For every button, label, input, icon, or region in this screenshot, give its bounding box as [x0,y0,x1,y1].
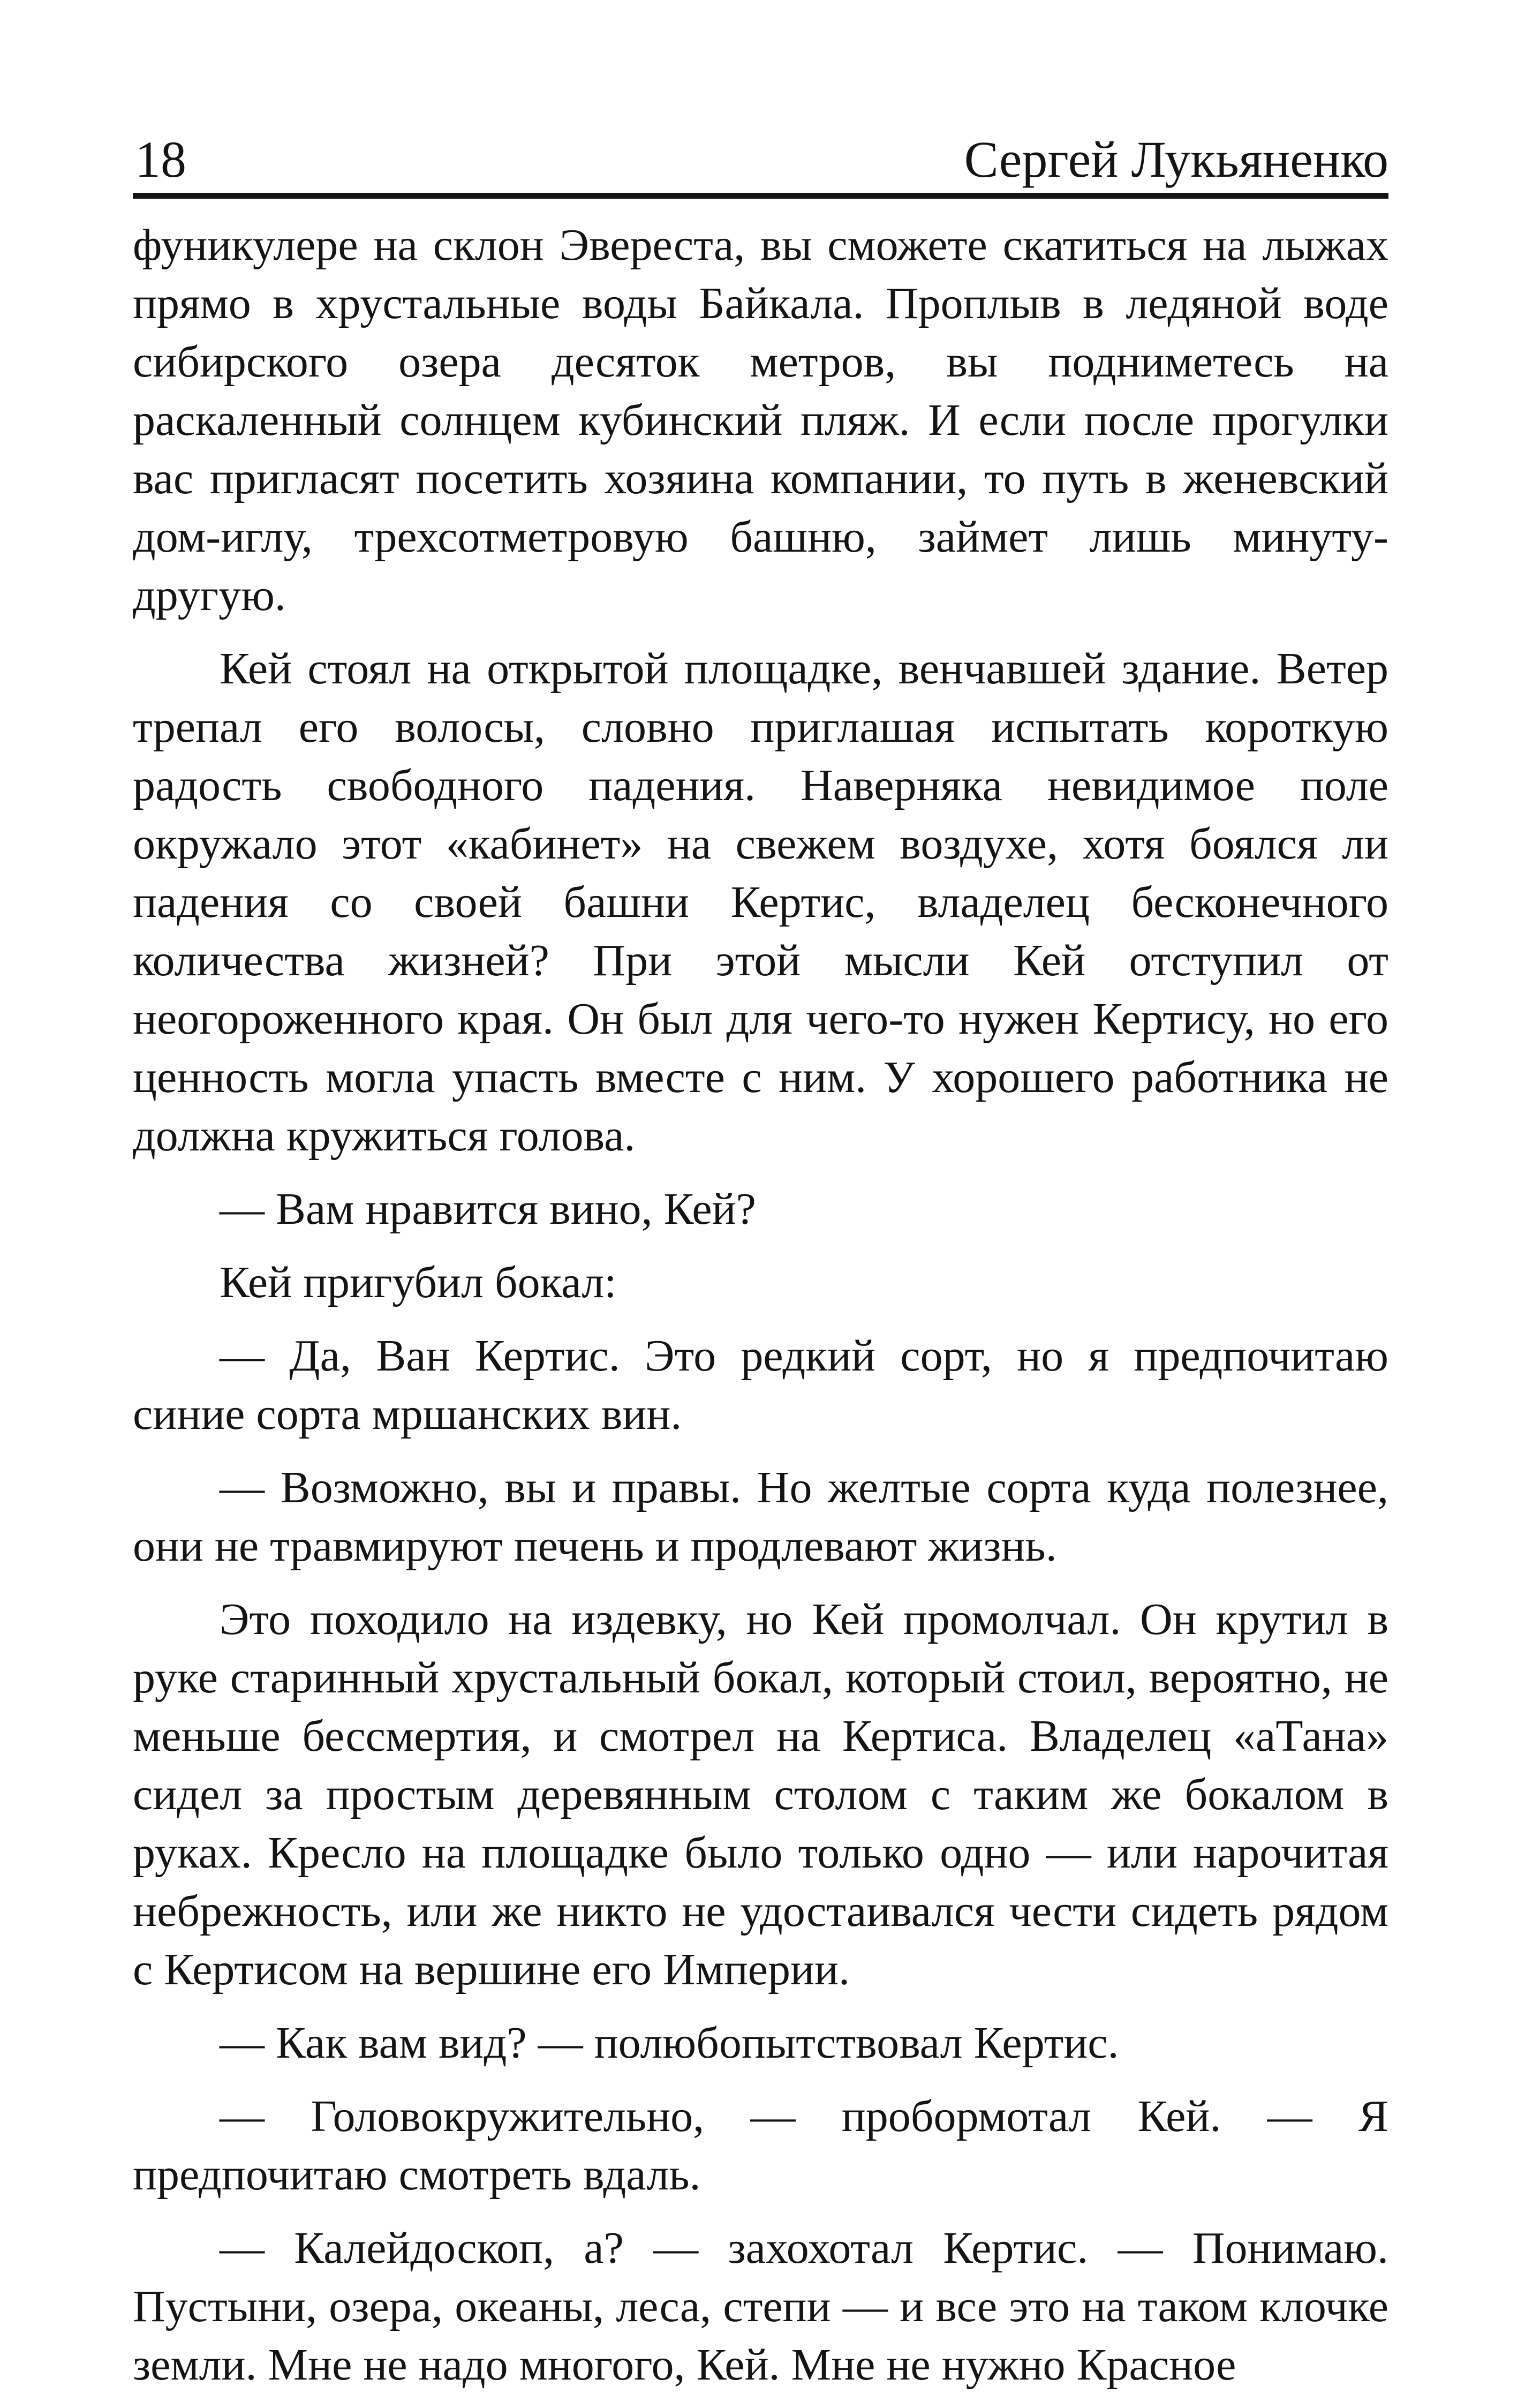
paragraph-3: — Вам нравится вино, Кей? [220,1184,756,1234]
page-number: 18 [135,131,186,188]
paragraph-2: Кей стоял на открытой площадке, венчавшей здание. Ветер трепал его волосы, словно приглашая испытать короткую радость свободного падения. Наверняка невидимое поле окружало этот «кабинет» на свежем воздухе, хотя боялся ли падения со своей башни Кертис, владелец бесконечного количества жизней? При этой мысли Кей отступил от неогороженного края. Он был для чего-то нужен Кертису, но его ценность могла упасть вместе с ним. У хорошего работника не должна кружиться голова. [133,644,1388,1161]
page-body [133,216,1388,2394]
paragraph-4: Кей пригубил бокал: [220,1258,617,1307]
paragraph-10: — Калейдоскоп, а? — захохотал Кертис. — Понимаю. Пустыни, озера, океаны, леса, степи — и все это на таком клочке земли. Мне не надо многого, Кей. Мне не нужно Красное [133,2223,1388,2390]
book-page [133,107,1388,2394]
paragraph-8: — Как вам вид? — полюбопытствовал Кертис. [220,2018,1119,2068]
page-header [133,107,1388,199]
paragraph-1: фуникулере на склон Эвереста, вы сможете скатиться на лыжах прямо в хрустальные воды Байкала. Проплыв в ледяной воде сибирского озера десяток метров, вы подниметесь на раскаленный солнцем кубинский пляж. И если после прогулки вас пригласят посетить хозяина компании, то путь в женевский дом-иглу, трехсотметровую башню, займет лишь минуту-другую. [133,220,1388,620]
paragraph-9: — Головокружительно, — пробормотал Кей. — Я предпочитаю смотреть вдаль. [133,2091,1388,2200]
paragraph-5: — Да, Ван Кертис. Это редкий сорт, но я предпочитаю синие сорта мршанских вин. [133,1331,1388,1439]
paragraph-6: — Возможно, вы и правы. Но желтые сорта куда полезнее, они не травмируют печень и продлевают жизнь. [133,1463,1388,1571]
paragraph-7: Это походило на издевку, но Кей промолчал. Он крутил в руке старинный хрустальный бокал, который стоил, вероятно, не меньше бессмертия, и смотрел на Кертиса. Владелец «аТана» сидел за простым деревянным столом с таким же бокалом в руках. Кресло на площадке было только одно — или нарочитая небрежность, или же никто не удостаивался чести сидеть рядом с Кертисом на вершине его Империи. [133,1594,1388,1994]
running-title: Сергей Лукьяненко [964,131,1388,188]
